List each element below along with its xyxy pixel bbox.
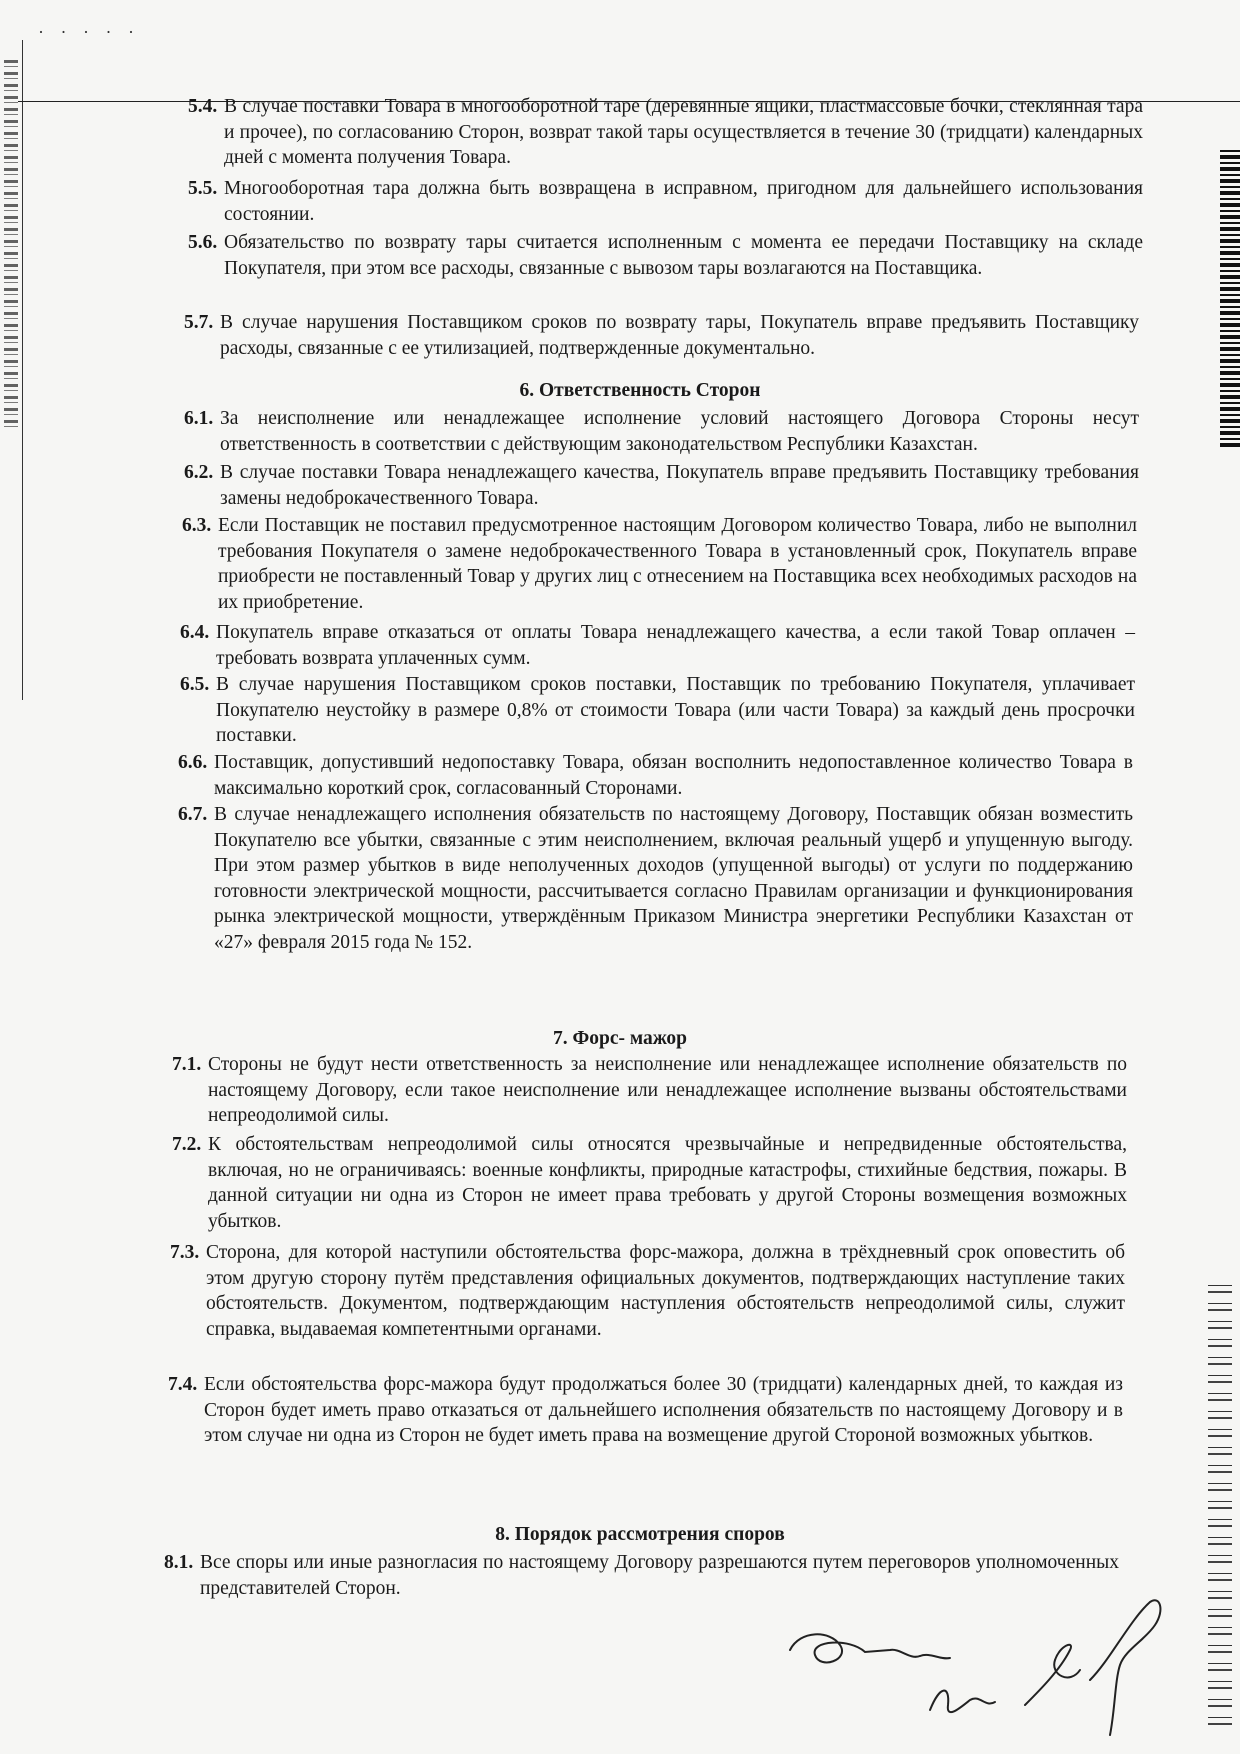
section-8-title: 8. Порядок рассмотрения споров <box>495 1524 785 1545</box>
clause-number: 7.3. <box>170 1242 200 1263</box>
clause-text: Сторона, для которой наступили обстоятельства форс-мажора, должна в трёхдневный срок оповестить об этом другую сторону путём представления официальных документов, подтверждающих наступление таких обстоятельств. Документом, подтверждающим наступления обстоятельств непреодолимой силы, служит справка, выдаваемая компетентными органами. <box>206 1242 1125 1340</box>
clause-number: 7.1. <box>172 1054 202 1075</box>
clause-text: Обязательство по возврату тары считается исполненным с момента ее передачи Поставщику на складе Покупателя, при этом все расходы, связанные с вывозом тары возлагаются на Поставщика. <box>224 232 1143 279</box>
clause-text: В случае нарушения Поставщиком сроков поставки, Поставщик по требованию Покупателя, уплачивает Покупателю неустойку в размере 0,8% от стоимости Товара (или части Товара) за каждый день просрочки поставки. <box>216 674 1135 746</box>
signature-stroke <box>1090 1600 1160 1735</box>
clause-7-2 <box>172 1132 1127 1234</box>
handwritten-signatures <box>770 1590 1170 1740</box>
clause-number: 6.3. <box>182 515 212 536</box>
section-7-title: 7. Форс- мажор <box>552 1028 687 1049</box>
clause-text: Все споры или иные разногласия по настоящему Договору разрешаются путем переговоров уполномоченных представителей Сторон. <box>200 1552 1119 1599</box>
clause-5-7 <box>184 310 1139 361</box>
signature-stroke <box>790 1634 920 1662</box>
clause-text: Поставщик, допустивший недопоставку Товара, обязан восполнить недопоставленное количество Товара в максимально короткий срок, согласованный Сторонами. <box>214 752 1133 799</box>
clause-number: 5.6. <box>188 232 218 253</box>
clause-7-4 <box>168 1372 1123 1449</box>
clause-6-7 <box>178 802 1133 955</box>
clause-text: Если Поставщик не поставил предусмотренное настоящим Договором количество Товара, либо не выполнил требования Покупателя о замене недоброкачественного Товара в установленный срок, Покупатель вправе приобрести не поставленный Товар у других лиц с отнесением на Поставщика всех необходимых расходов на их приобретение. <box>218 515 1137 613</box>
clause-5-5 <box>188 176 1143 227</box>
signature-stroke <box>930 1691 995 1713</box>
clause-6-1 <box>184 406 1139 457</box>
scan-edge-strip <box>4 60 18 430</box>
clause-number: 5.5. <box>188 178 218 199</box>
clause-text: Если обстоятельства форс-мажора будут продолжаться более 30 (тридцати) календарных дней, то каждая из Сторон будет иметь право отказаться от дальнейшего исполнения обязательств по настоящему Договору и в этом случае ни одна из Сторон не будет иметь права на возмещение другой Стороной возможных убытков. <box>204 1374 1123 1446</box>
clause-text: В случае поставки Товара в многооборотной таре (деревянные ящики, пластмассовые бочки, стеклянная тара и прочее), по согласованию Сторон, возврат такой тары осуществляется в течение 30 (тридцати) календарных дней с момента получения Товара. <box>224 96 1143 168</box>
clause-7-1 <box>172 1052 1127 1129</box>
clause-7-3 <box>170 1240 1125 1342</box>
clause-6-2 <box>184 460 1139 511</box>
section-6-title: 6. Ответственность Сторон <box>519 380 761 401</box>
clause-6-4 <box>180 620 1135 671</box>
clause-text: За неисполнение или ненадлежащее исполнение условий настоящего Договора Стороны несут ответственность в соответствии с действующим законодательством Республики Казахстан. <box>220 408 1139 455</box>
clause-number: 6.6. <box>178 752 208 773</box>
signature-stroke <box>1025 1645 1080 1705</box>
clause-number: 7.2. <box>172 1134 202 1155</box>
clause-6-5 <box>180 672 1135 749</box>
clause-text: Стороны не будут нести ответственность за неисполнение или ненадлежащее исполнение обязательств по настоящему Договору, если такое неисполнение или ненадлежащее исполнение вызваны обстоятельствами непреодолимой силы. <box>208 1054 1127 1126</box>
clause-5-6 <box>188 230 1143 281</box>
clause-number: 6.2. <box>184 462 214 483</box>
clause-text: В случае нарушения Поставщиком сроков по возврату тары, Покупатель вправе предъявить Поставщику расходы, связанные с ее утилизацией, подтвержденные документально. <box>220 312 1139 359</box>
clause-6-6 <box>178 750 1133 801</box>
clause-text: В случае поставки Товара ненадлежащего качества, Покупатель вправе предъявить Поставщику требования замены недоброкачественного Товара. <box>220 462 1139 509</box>
signature-stroke <box>920 1655 950 1658</box>
clause-number: 6.4. <box>180 622 210 643</box>
clause-text: Многооборотная тара должна быть возвращена в исправном, пригодном для дальнейшего использования состоянии. <box>224 178 1143 225</box>
clause-text: К обстоятельствам непреодолимой силы относятся чрезвычайные и непредвиденные обстоятельства, включая, но не ограничиваясь: военные конфликты, природные катастрофы, стихийные бедствия, пожары. В данной ситуации ни одна из Сторон не имеет права требовать у другой Стороны возмещения возможных убытков. <box>208 1134 1127 1232</box>
scan-noise: · · · · · <box>38 22 140 42</box>
side-barcode-bottom <box>1208 1285 1232 1725</box>
clause-number: 5.4. <box>188 96 218 117</box>
clause-5-4 <box>188 94 1143 171</box>
clause-number: 7.4. <box>168 1374 198 1395</box>
clause-number: 5.7. <box>184 312 214 333</box>
clause-number: 8.1. <box>164 1552 194 1573</box>
clause-text: В случае ненадлежащего исполнения обязательств по настоящему Договору, Поставщик обязан возместить Покупателю все убытки, связанные с этим неисполнением, включая реальный ущерб и упущенную выгоду. При этом размер убытков в виде неполученных доходов (упущенной выгоды) от услуги по поддержанию готовности электрической мощности, рассчитывается согласно Правилам организации и функционирования рынка электрической мощности, утверждённым Приказом Министра энергетики Республики Казахстан от «27» февраля 2015 года № 152. <box>214 804 1133 953</box>
scan-edge-line <box>22 40 23 700</box>
clause-6-3 <box>182 513 1137 615</box>
clause-number: 6.7. <box>178 804 208 825</box>
clause-number: 6.1. <box>184 408 214 429</box>
clause-text: Покупатель вправе отказаться от оплаты Товара ненадлежащего качества, а если такой Товар оплачен – требовать возврата уплаченных сумм. <box>216 622 1135 669</box>
side-barcode-top <box>1220 150 1240 450</box>
clause-number: 6.5. <box>180 674 210 695</box>
